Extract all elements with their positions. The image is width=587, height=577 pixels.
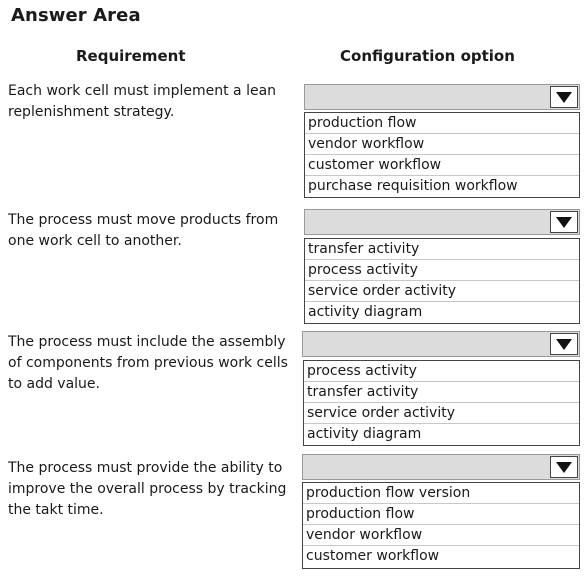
chevron-down-icon: [556, 217, 572, 228]
option-item[interactable]: production flow: [303, 504, 579, 525]
option-item[interactable]: activity diagram: [308, 304, 423, 320]
dropdown-button-1[interactable]: [550, 86, 578, 108]
answer-area-title: Answer Area: [11, 5, 141, 26]
config-dropdown-1[interactable]: [304, 84, 580, 110]
option-item[interactable]: purchase requisition workflow: [308, 178, 518, 194]
option-item[interactable]: customer workflow: [305, 155, 579, 176]
chevron-down-icon: [556, 462, 572, 473]
dropdown-button-3[interactable]: [550, 333, 578, 355]
config-dropdown-4[interactable]: [302, 454, 580, 480]
option-item[interactable]: vendor workflow: [303, 525, 579, 546]
option-item[interactable]: transfer activity: [305, 239, 579, 260]
options-list-3: [303, 360, 580, 446]
chevron-down-icon: [556, 92, 572, 103]
options-list-4: [302, 482, 580, 569]
dropdown-button-4[interactable]: [550, 456, 578, 478]
option-item[interactable]: service order activity: [305, 281, 579, 302]
chevron-down-icon: [556, 339, 572, 350]
config-dropdown-2[interactable]: [304, 209, 580, 235]
configuration-option-header: Configuration option: [340, 47, 515, 65]
requirement-header: Requirement: [76, 47, 186, 65]
option-item[interactable]: activity diagram: [307, 426, 422, 442]
option-item[interactable]: vendor workflow: [305, 134, 579, 155]
option-item[interactable]: transfer activity: [304, 382, 579, 403]
option-item[interactable]: customer workflow: [306, 548, 440, 564]
requirement-text-3: The process must include the assembly of components from previous work cells to add value.: [8, 334, 288, 392]
requirement-text-4: The process must provide the ability to improve the overall process by tracking the takt time.: [8, 460, 287, 518]
options-list-2: [304, 238, 580, 324]
config-dropdown-3[interactable]: [302, 331, 580, 357]
option-item[interactable]: process activity: [304, 361, 579, 382]
dropdown-button-2[interactable]: [550, 211, 578, 233]
option-item[interactable]: process activity: [305, 260, 579, 281]
option-item[interactable]: production flow version: [303, 483, 579, 504]
option-item[interactable]: service order activity: [304, 403, 579, 424]
requirement-text-2: The process must move products from one work cell to another.: [8, 212, 279, 249]
requirement-text-1: Each work cell must implement a lean replenishment strategy.: [8, 83, 277, 120]
option-item[interactable]: production flow: [305, 113, 579, 134]
options-list-1: [304, 112, 580, 198]
